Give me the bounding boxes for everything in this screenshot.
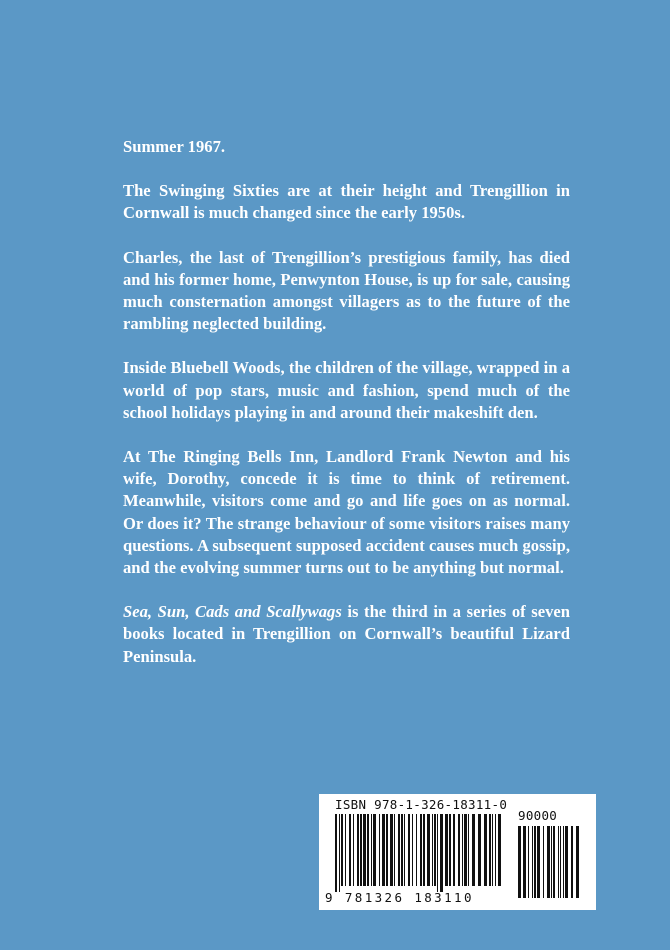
barcode-bar [532, 826, 533, 898]
blurb-paragraph-6 [123, 601, 570, 668]
barcode-bar [412, 814, 413, 886]
barcode-bar [371, 814, 372, 886]
barcode-bar [472, 814, 475, 886]
barcode-bar [394, 814, 395, 886]
barcode-bar [523, 826, 526, 898]
barcode-bar [453, 814, 455, 886]
barcode-bar [386, 814, 388, 886]
blurb-paragraph-3: Charles, the last of Trengillion’s prestigious family, has died and his former home, Penwynton House, is up for sale, causing much consternation amongst villagers as to the future of the rambling neglected building. [123, 247, 570, 334]
barcode-bar [420, 814, 422, 886]
barcode-bar [558, 826, 559, 898]
barcode-bar [363, 814, 366, 886]
barcode-digits: 9 781326 183110 [325, 890, 474, 905]
blurb-paragraph-2: The Swinging Sixties are at their height and Trengillion in Cornwall is much changed since the early 1950s. [123, 181, 570, 223]
barcode-bar [528, 826, 529, 898]
barcode-bar [565, 826, 568, 898]
price-code: 90000 [518, 808, 558, 823]
barcode-bar [462, 814, 463, 886]
barcode-bar [398, 814, 400, 886]
barcode-bar [449, 814, 451, 886]
barcode-bar [353, 814, 354, 886]
barcode-bar [345, 814, 346, 886]
barcode-bar [537, 826, 540, 898]
blurb-paragraph-5: At The Ringing Bells Inn, Landlord Frank Newton and his wife, Dorothy, concede it is time to think of retirement. Meanwhile, visitors come and go and life goes on as normal. Or does it? The strange behaviour of some visitors raises many questions. A subsequent supposed accident causes much gossip, and the evolving summer turns out to be anything but normal. [123, 447, 570, 578]
blurb-paragraph-1: Summer 1967. [123, 137, 226, 156]
barcode-bar [335, 814, 337, 892]
barcode-bar [379, 814, 380, 886]
barcode-bar [401, 814, 403, 886]
barcode-bar [543, 826, 544, 898]
barcode-bar [373, 814, 376, 886]
barcode-bar [434, 814, 436, 886]
barcode-bar [357, 814, 359, 886]
barcode-bar [440, 814, 443, 892]
isbn-barcode [319, 794, 596, 910]
isbn-label: ISBN 978-1-326-18311-0 [335, 797, 508, 812]
barcode-bar [495, 814, 496, 886]
barcode-bar [390, 814, 393, 886]
barcode-bar [367, 814, 369, 886]
barcode-bar [432, 814, 433, 886]
blurb-paragraph-6-rest: is the third in a series of seven books located in Trengillion on Cornwall’s beautiful Lizard Peninsula. [123, 602, 570, 666]
barcode-bar [360, 814, 362, 886]
barcode-bar [484, 814, 487, 886]
barcode-bar [416, 814, 417, 886]
barcode-bar [458, 814, 460, 886]
barcode-bar [349, 814, 351, 886]
barcode-bar [563, 826, 564, 898]
barcode-bar [571, 826, 573, 898]
barcode-bar [551, 826, 552, 898]
barcode-bar [492, 814, 493, 886]
barcode-bar [427, 814, 430, 886]
barcode-bar [341, 814, 343, 886]
barcode-bar [468, 814, 469, 886]
barcode-bar [498, 814, 501, 886]
barcode-bar [553, 826, 555, 898]
barcode-bar [547, 826, 550, 898]
barcode-bar [478, 814, 481, 886]
barcode-bar [534, 826, 536, 898]
barcode-bar [464, 814, 467, 886]
barcode-bar [408, 814, 410, 886]
book-title: Sea, Sun, Cads and Scallywags [123, 602, 342, 622]
barcode-bar [489, 814, 491, 886]
barcode-bar [560, 826, 561, 898]
barcode-bar [382, 814, 385, 886]
barcode-bar [437, 814, 438, 892]
back-cover-blurb [123, 136, 570, 690]
barcode-bar [445, 814, 448, 886]
barcode-bar [518, 826, 521, 898]
barcode-bar [576, 826, 579, 898]
barcode-bar [404, 814, 405, 886]
barcode-bar [423, 814, 425, 886]
blurb-paragraph-4: Inside Bluebell Woods, the children of the village, wrapped in a world of pop stars, music and fashion, spend much of the school holidays playing in and around their makeshift den. [123, 358, 570, 422]
barcode-bar [339, 814, 340, 892]
